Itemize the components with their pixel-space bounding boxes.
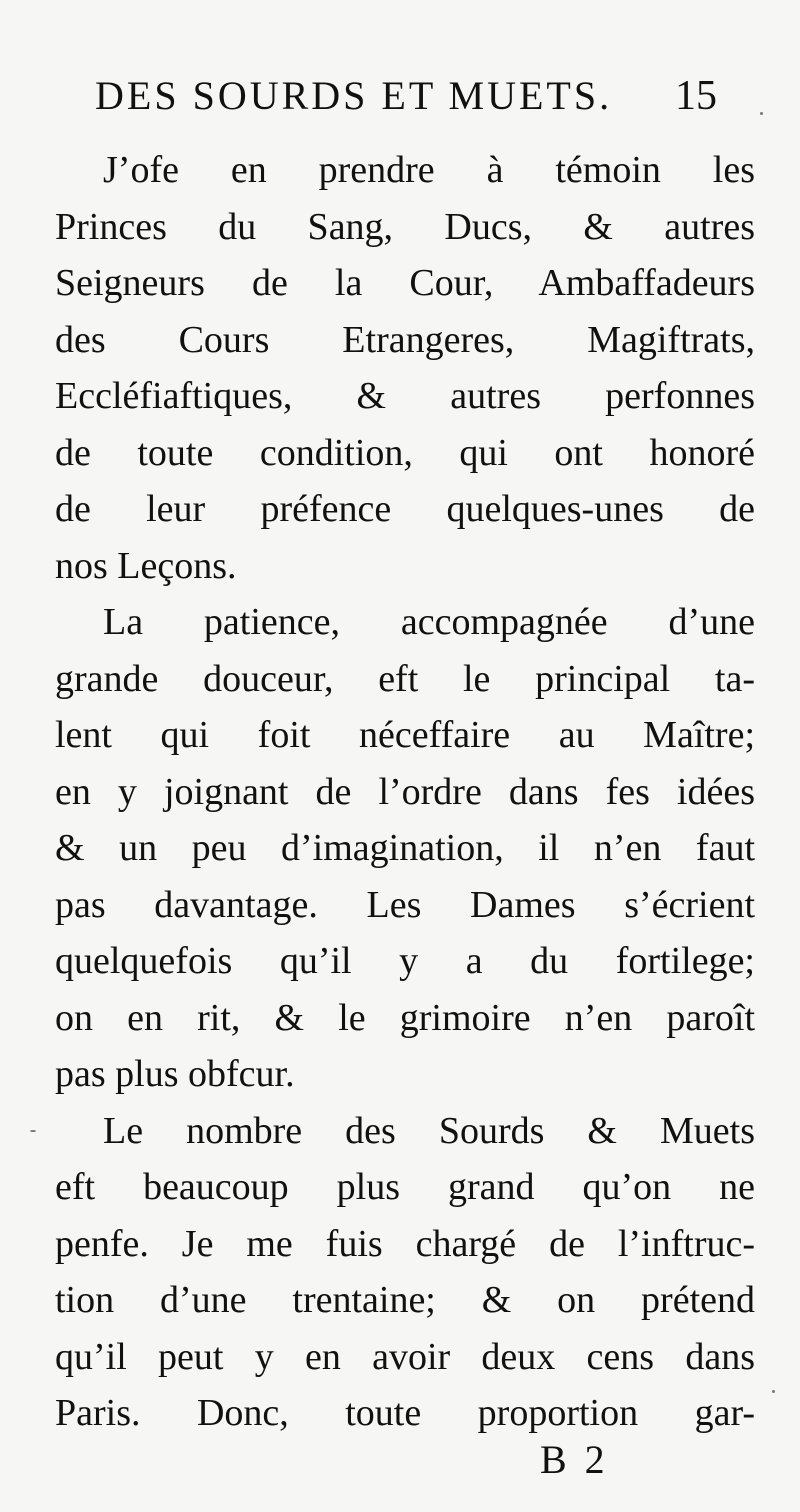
page-number: 15 [675, 73, 717, 119]
text-line: pas plus obfcur. [55, 1053, 295, 1095]
running-head: DES SOURDS ET MUETS. [95, 73, 613, 118]
text-line: nos Leçons. [55, 544, 237, 587]
text-line: en y joignant de l’ordre dans fes idées [55, 770, 755, 813]
print-speck [760, 112, 763, 115]
signature-mark: B 2 [540, 1437, 609, 1482]
paragraph-2 [55, 594, 755, 1103]
text-line: penfe. Je me fuis chargé de l’inftruc- [55, 1222, 755, 1265]
text-line: de toute condition, qui ont honoré [55, 431, 755, 474]
paragraph-3 [55, 1103, 755, 1442]
text-line: Eccléfiaftiques, & autres perfonnes [55, 375, 755, 417]
text-line: pas davantage. Les Dames s’écrient [55, 883, 755, 926]
text-line: Seigneurs de la Cour, Ambaffadeurs [55, 262, 755, 304]
body-text [55, 142, 755, 1442]
paragraph-1 [55, 142, 755, 594]
print-speck [30, 1130, 36, 1132]
text-line: on en rit, & le grimoire n’en paroît [55, 996, 755, 1039]
page-header [95, 72, 745, 132]
text-line: grande douceur, eft le principal ta- [55, 657, 755, 700]
text-line: lent qui foit néceffaire au Maître; [55, 714, 755, 756]
text-line: eft beaucoup plus grand qu’on ne [55, 1166, 755, 1208]
print-speck [772, 1390, 775, 1393]
text-line: de leur préfence quelques-unes de [55, 488, 755, 530]
text-line: J’ofe en prendre à témoin les [103, 149, 755, 191]
text-line: tion d’une trentaine; & on prétend [55, 1279, 755, 1321]
text-line: quelquefois qu’il y a du fortilege; [55, 940, 755, 982]
text-line: & un peu d’imagination, il n’en faut [55, 827, 755, 869]
text-line: des Cours Etrangeres, Magiftrats, [55, 318, 755, 361]
text-line: Paris. Donc, toute proportion gar- [55, 1392, 755, 1434]
text-line: Le nombre des Sourds & Muets [103, 1109, 755, 1152]
text-line: qu’il peut y en avoir deux cens dans [55, 1335, 755, 1378]
text-line: La patience, accompagnée d’une [103, 601, 755, 643]
text-line: Princes du Sang, Ducs, & autres [55, 205, 755, 248]
